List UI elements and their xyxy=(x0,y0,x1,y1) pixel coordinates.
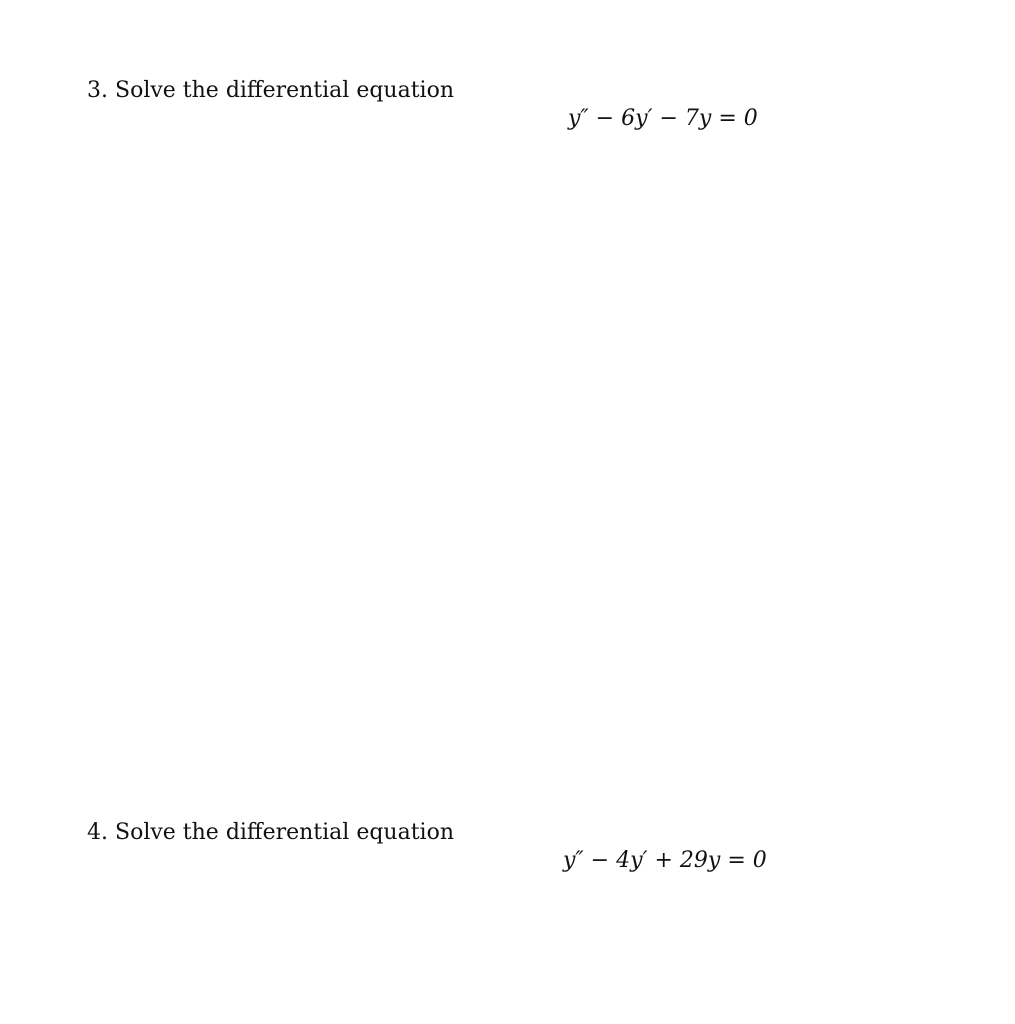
problem-4-equation: y″ − 4y′ + 29y = 0 xyxy=(563,848,767,873)
problem-3-number: 3. xyxy=(87,78,108,103)
problem-3-prompt: Solve the differential equation xyxy=(115,78,454,103)
problem-4-prompt: Solve the differential equation xyxy=(115,820,454,845)
problem-3-equation: y″ − 6y′ − 7y = 0 xyxy=(568,106,758,131)
problem-4-number: 4. xyxy=(87,820,108,845)
problem-3-label xyxy=(87,78,454,104)
problem-4-label xyxy=(87,820,454,846)
